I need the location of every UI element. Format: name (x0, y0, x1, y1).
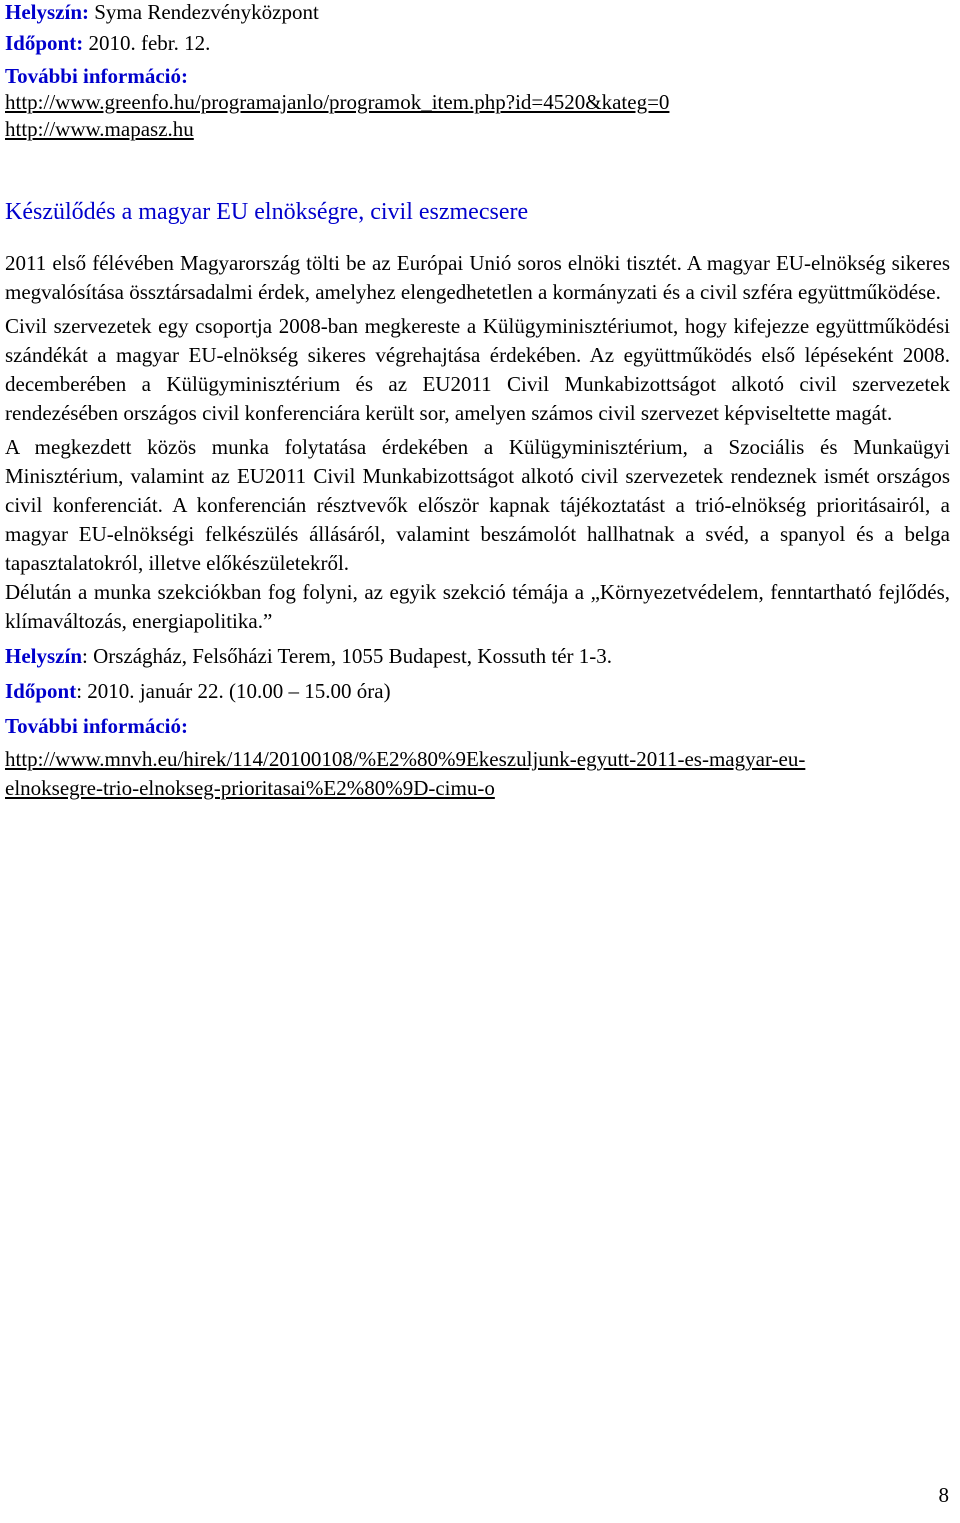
article-paragraph-2: Civil szervezetek egy csoportja 2008-ban megkereste a Külügyminisztériumot, hogy kifejezze együttműködési szándékát a magyar EU-elnökség sikeres végrehajtása érdekében. Az együttműködés első lépéseként 2008. decemberében a Külügyminisztérium és az EU2011 Civil Munkabizottságot alkotó civil szervezetek rendezésében országos civil konferenciára került sor, amelyen számos civil szervezet képviseltette magát. (5, 314, 950, 425)
greenfo-link[interactable]: http://www.greenfo.hu/programajanlo/programok_item.php?id=4520&kateg=0 (5, 90, 670, 114)
mnvh-link-part-1[interactable]: http://www.mnvh.eu/hirek/114/20100108/%E2%80%9Ekeszuljunk-egyutt-2011-es-magyar-eu- (5, 747, 806, 771)
location-label: Helyszín: (5, 0, 89, 24)
location-value: Syma Rendezvényközpont (89, 0, 319, 24)
article-location-label: Helyszín (5, 644, 82, 668)
mapasz-link[interactable]: http://www.mapasz.hu (5, 117, 194, 141)
article-paragraph-3: A megkezdett közös munka folytatása érdekében a Külügyminisztérium, a Szociális és Munkaügyi Minisztérium, valamint az EU2011 Civil Munkabizottságot alkotó civil szervezetek rendeznek ismét országos civil konferenciát. A konferencián résztvevők először kapnak tájékoztatást a trió-elnökség prioritásairól, a magyar EU-elnökségi felkészülés állásáról, valamint beszámolót hallhatnak a svéd, a spanyol és a belga tapasztalatokról, illetve előkészületekről. (5, 435, 950, 575)
article-time-value: : 2010. január 22. (10.00 – 15.00 óra) (76, 679, 391, 703)
event-link-2 (5, 115, 950, 144)
article-info (5, 712, 950, 741)
event-location (5, 0, 950, 27)
article-location (5, 642, 950, 671)
time-value: 2010. febr. 12. (83, 31, 211, 55)
mnvh-link-part-2[interactable]: elnoksegre-trio-elnokseg-prioritasai%E2%80%9D-cimu-o (5, 776, 495, 800)
time-label: Időpont: (5, 31, 84, 55)
info-label: További információ: (5, 64, 188, 88)
article-info-label: További információ: (5, 714, 188, 738)
page-number: 8 (938, 1483, 949, 1507)
article-paragraph-1: 2011 első félévében Magyarország tölti be az Európai Unió soros elnöki tisztét. A magyar EU-elnökség sikeres megvalósítása össztársadalmi érdek, amelyhez elengedhetetlen a kormányzati és a civil szféra együttműködése. (5, 251, 950, 304)
article-time-label: Időpont (5, 679, 77, 703)
event-time (5, 29, 950, 58)
article-link-line-1 (5, 745, 950, 774)
article-paragraph-4: Délután a munka szekciókban fog folyni, az egyik szekció témája a „Környezetvédelem, fenntartható fejlődés, klímaváltozás, energiapolitika.” (5, 580, 950, 633)
article-title: Készülődés a magyar EU elnökségre, civil eszmecsere (5, 199, 529, 225)
event-info-label (5, 62, 950, 91)
article-time (5, 677, 950, 706)
article-location-value: : Országház, Felsőházi Terem, 1055 Budapest, Kossuth tér 1-3. (82, 644, 613, 668)
document-page (5, 0, 950, 803)
event-link-1 (5, 88, 950, 117)
article-link-line-2 (5, 774, 950, 803)
